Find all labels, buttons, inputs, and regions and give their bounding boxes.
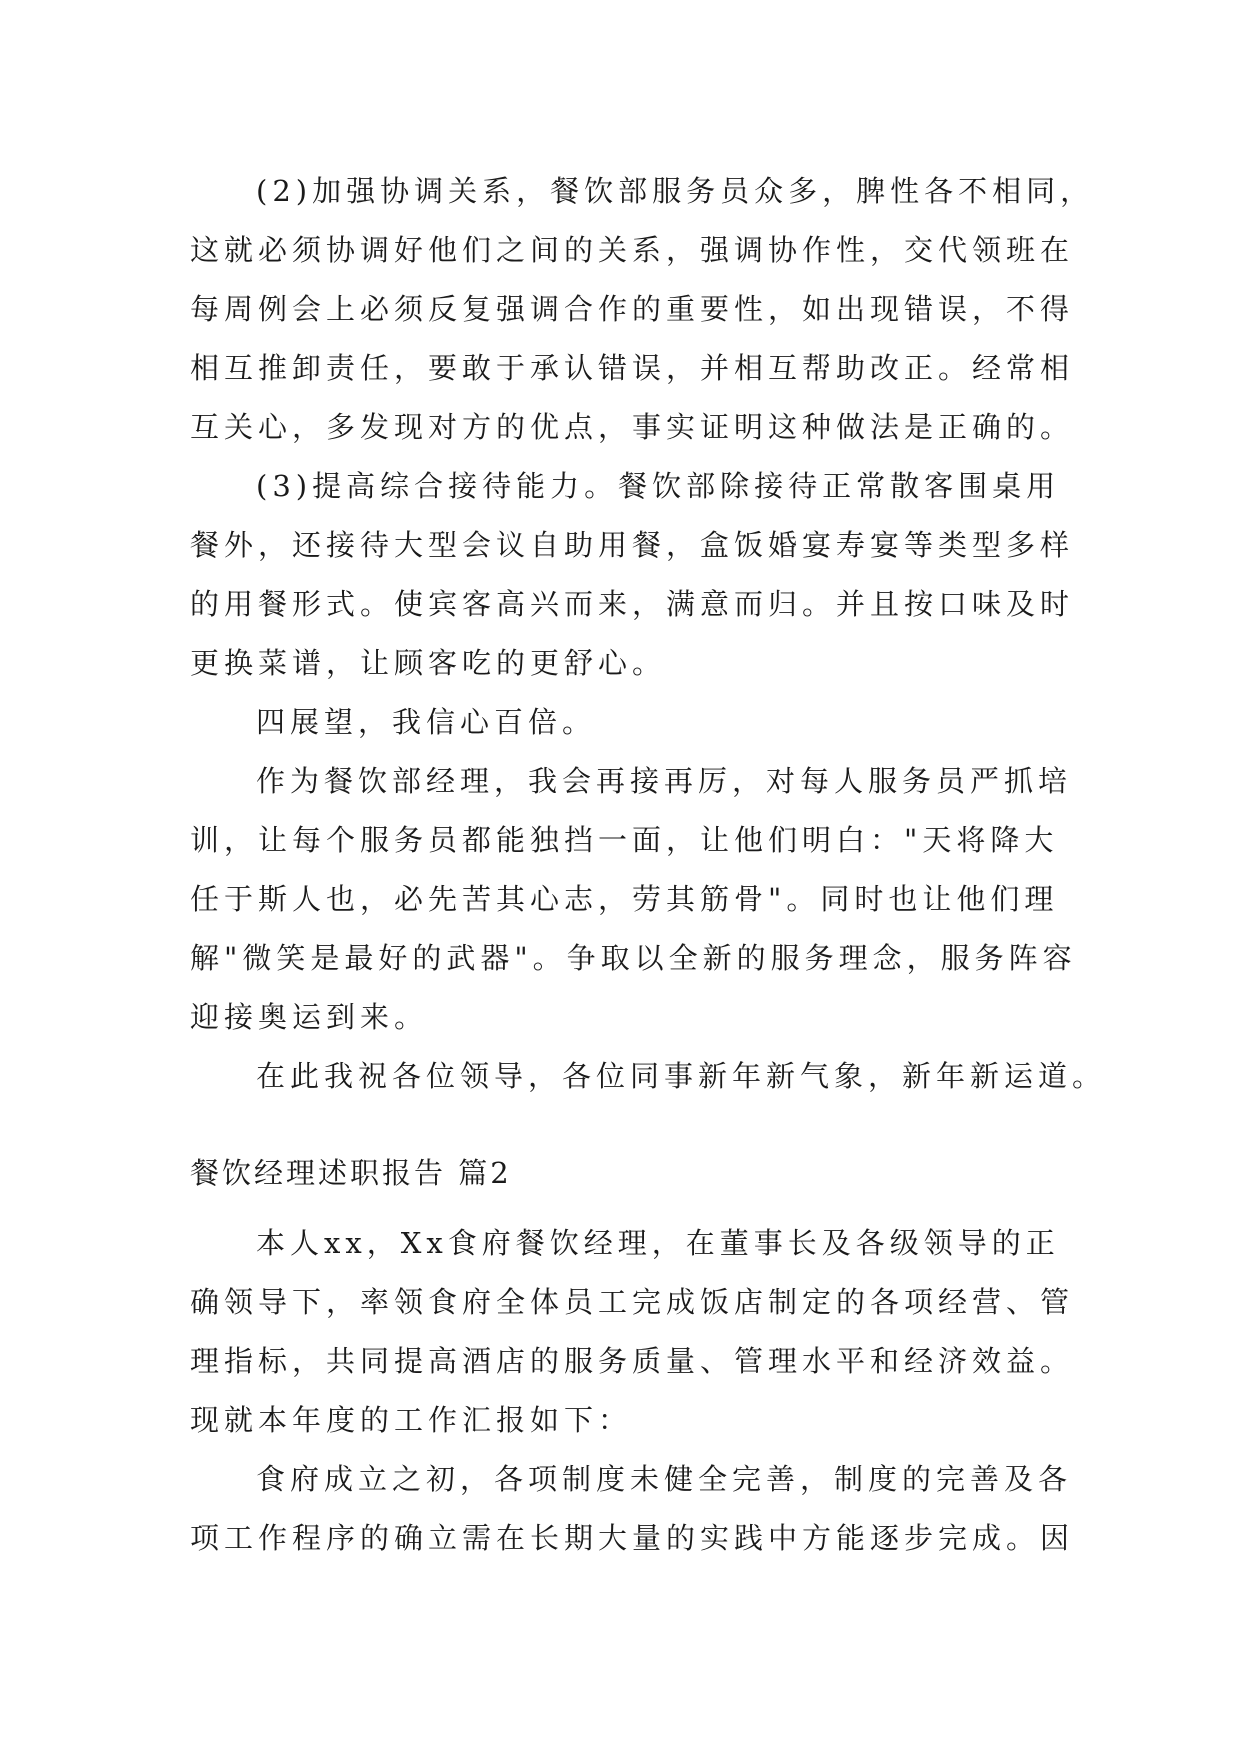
text-line: 现就本年度的工作汇报如下： <box>190 1403 633 1437</box>
text-line: 相互推卸责任，要敢于承认错误，并相互帮助改正。经常相 <box>190 351 1075 385</box>
text-line: 任于斯人也，必先苦其心志，劳其筋骨"。同时也让他们理 <box>190 882 1059 916</box>
paragraph-new-year-wishes <box>190 1047 1107 1106</box>
text-line: 本人xx，Xx食府餐饮经理，在董事长及各级领导的正 <box>256 1226 1060 1260</box>
section-heading: 餐饮经理述职报告 篇2 <box>190 1156 512 1190</box>
text-line: 每周例会上必须反复强调合作的重要性，如出现错误，不得 <box>190 292 1075 326</box>
text-line: 在此我祝各位领导，各位同事新年新气象，新年新运道。 <box>256 1059 1107 1093</box>
text-line: 确领导下，率领食府全体员工完成饭店制定的各项经营、管 <box>190 1285 1075 1319</box>
text-line: 四展望，我信心百倍。 <box>256 705 597 739</box>
text-line: 理指标，共同提高酒店的服务质量、管理水平和经济效益。 <box>190 1344 1075 1378</box>
text-line: 更换菜谱，让顾客吃的更舒心。 <box>190 646 667 680</box>
text-line: 作为餐饮部经理，我会再接再厉，对每人服务员严抓培 <box>256 764 1073 798</box>
text-line: 训，让每个服务员都能独挡一面，让他们明白："天将降大 <box>190 823 1059 857</box>
text-line: 餐外，还接待大型会议自助用餐，盒饭婚宴寿宴等类型多样 <box>190 528 1075 562</box>
text-line: (3)提高综合接待能力。餐饮部除接待正常散客围桌用 <box>256 469 1061 503</box>
text-line: 的用餐形式。使宾客高兴而来，满意而归。并且按口味及时 <box>190 587 1075 621</box>
paragraph-reception-capacity <box>190 457 1090 693</box>
paragraph-founding <box>190 1450 1090 1568</box>
text-line: (2)加强协调关系，餐饮部服务员众多，脾性各不相同， <box>256 174 1095 208</box>
document-page <box>190 0 1107 1754</box>
text-line: 项工作程序的确立需在长期大量的实践中方能逐步完成。因 <box>190 1521 1075 1555</box>
paragraph-coordination <box>190 162 1095 457</box>
paragraph-manager-commitment <box>190 752 1090 1047</box>
text-line: 这就必须协调好他们之间的关系，强调协作性，交代领班在 <box>190 233 1075 267</box>
text-line: 互关心，多发现对方的优点，事实证明这种做法是正确的。 <box>190 410 1075 444</box>
text-line: 迎接奥运到来。 <box>190 1000 429 1034</box>
text-line: 食府成立之初，各项制度未健全完善，制度的完善及各 <box>256 1462 1073 1496</box>
paragraph-outlook <box>190 693 1090 752</box>
text-line: 解"微笑是最好的武器"。争取以全新的服务理念，服务阵容 <box>190 941 1077 975</box>
paragraph-report-intro <box>190 1214 1090 1450</box>
